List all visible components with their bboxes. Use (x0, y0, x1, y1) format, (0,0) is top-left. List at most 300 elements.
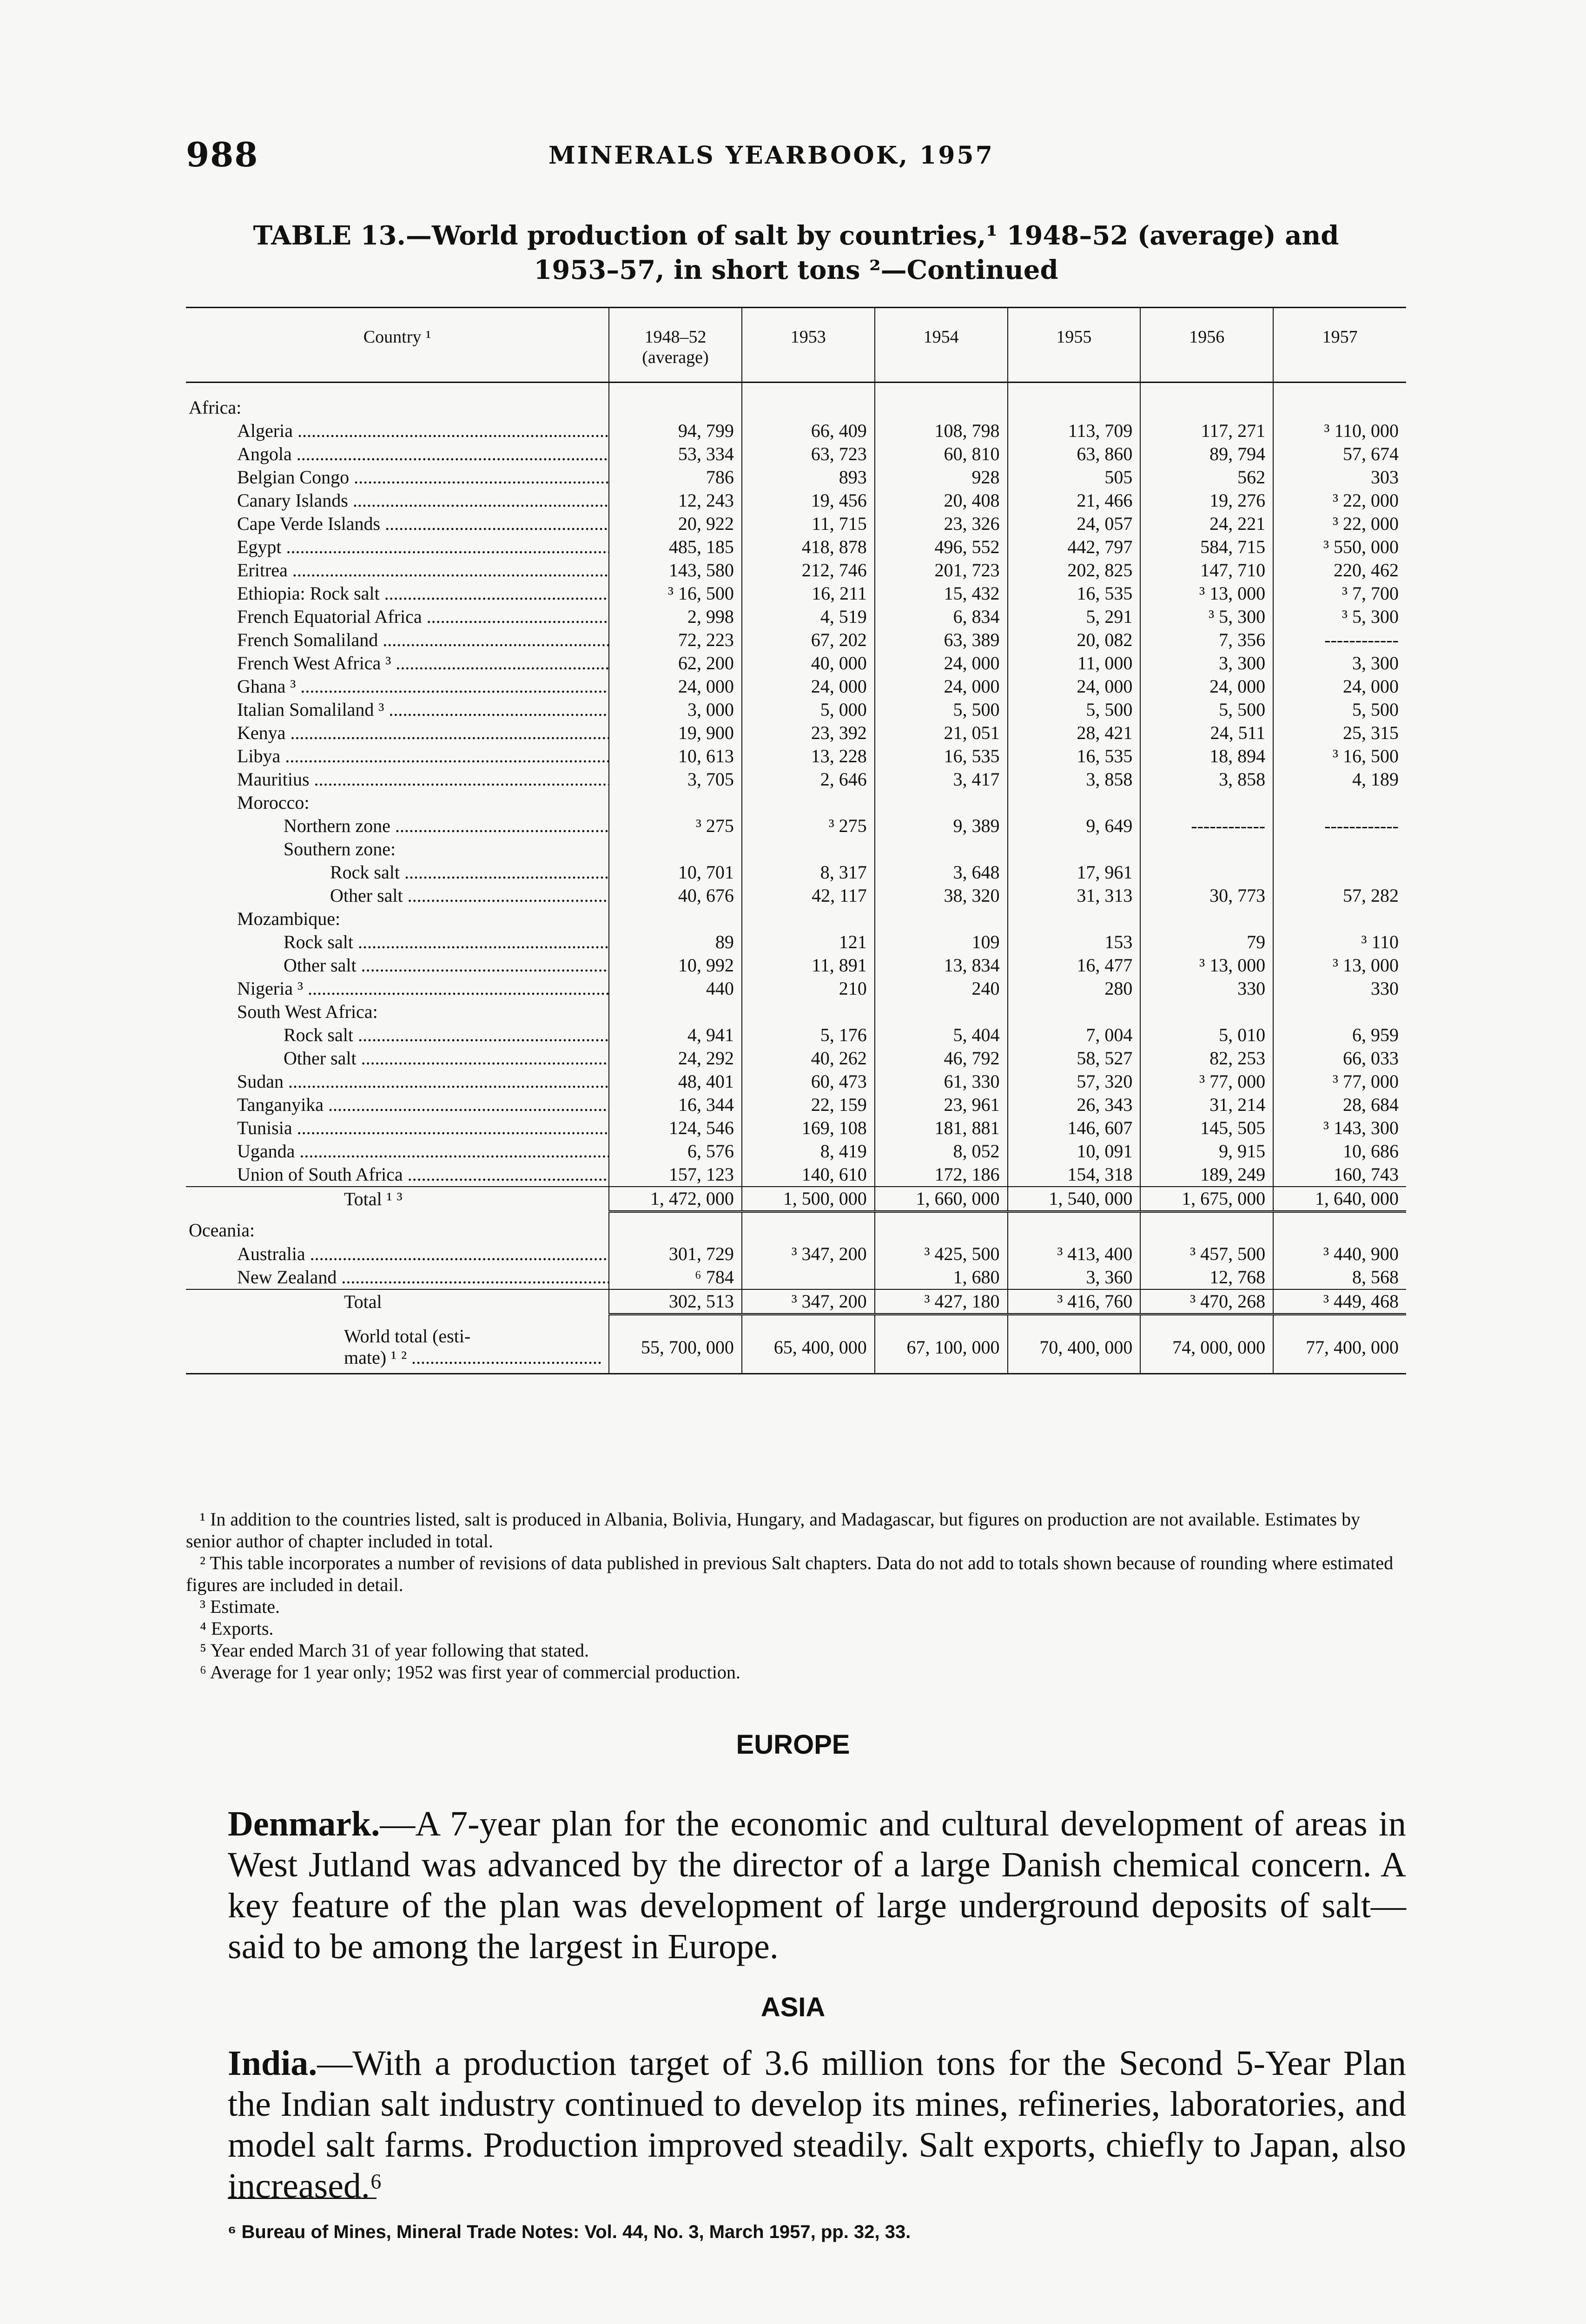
row-value (742, 907, 875, 931)
row-value: ³ 110, 000 (1273, 419, 1406, 442)
row-value: 16, 344 (609, 1093, 742, 1116)
row-value (1140, 838, 1273, 861)
row-value: 330 (1273, 977, 1406, 1000)
row-value: 153 (1008, 931, 1141, 954)
row-value: 140, 610 (742, 1163, 875, 1187)
row-value: 72, 223 (609, 628, 742, 652)
row-label: French West Africa ³ ..... (186, 652, 609, 675)
oceania-total-row (186, 1289, 1406, 1314)
salt-production-table-wrapper (186, 307, 1406, 1374)
row-value: 11, 000 (1008, 652, 1141, 675)
row-value: ³ 5, 300 (1273, 605, 1406, 628)
row-value: ³ 416, 760 (1008, 1289, 1141, 1314)
table-row (186, 1093, 1406, 1116)
world-total-row (186, 1314, 1406, 1374)
row-value (875, 396, 1008, 419)
footnote: ² This table incorporates a number of revisions of data published in previous Salt chapters. Data do not add to totals shown because of rounding where estimated figures are included in detail. (186, 1552, 1394, 1595)
row-value: 3, 858 (1008, 768, 1141, 791)
row-value: 21, 466 (1008, 489, 1141, 512)
row-value: 10, 091 (1008, 1140, 1141, 1163)
row-value: 8, 317 (742, 861, 875, 884)
column-header: 1953 (742, 308, 875, 383)
row-value: 1, 472, 000 (609, 1187, 742, 1212)
row-value: 302, 513 (609, 1289, 742, 1314)
row-label: Cape Verde Islands ..... (186, 512, 609, 535)
table-row (186, 907, 1406, 931)
row-value: 303 (1273, 466, 1406, 489)
row-value: 30, 773 (1140, 884, 1273, 907)
footnote: ¹ In addition to the countries listed, salt is produced in Albania, Bolivia, Hungary, and Madagascar, but figures on production are not available. Estimates by senior author of chapter included in total. (186, 1509, 1361, 1552)
table-row (186, 1242, 1406, 1266)
row-value: 1, 500, 000 (742, 1187, 875, 1212)
row-label: Sudan ..... (186, 1070, 609, 1093)
row-value: 3, 300 (1140, 652, 1273, 675)
row-value: 8, 419 (742, 1140, 875, 1163)
row-value: 113, 709 (1008, 419, 1141, 442)
table-row (186, 745, 1406, 768)
row-value: 147, 710 (1140, 559, 1273, 582)
page-header (186, 135, 1406, 177)
row-label: Mauritius ..... (186, 768, 609, 791)
row-value: 16, 211 (742, 582, 875, 605)
row-value (609, 791, 742, 814)
row-value: 23, 326 (875, 512, 1008, 535)
row-value: 143, 580 (609, 559, 742, 582)
row-label: French Somaliland ..... (186, 628, 609, 652)
row-value: 67, 202 (742, 628, 875, 652)
header-row (186, 308, 1406, 383)
row-value: ³ 13, 000 (1140, 582, 1273, 605)
row-value: 440 (609, 977, 742, 1000)
row-value: 28, 684 (1273, 1093, 1406, 1116)
row-value (742, 791, 875, 814)
row-value: 53, 334 (609, 442, 742, 466)
table-header (186, 308, 1406, 383)
table-row (186, 559, 1406, 582)
row-value: 11, 715 (742, 512, 875, 535)
row-value: 13, 228 (742, 745, 875, 768)
row-value: 160, 743 (1273, 1163, 1406, 1187)
row-value: 154, 318 (1008, 1163, 1141, 1187)
row-label: Other salt ..... (186, 954, 609, 977)
row-value: 46, 792 (875, 1047, 1008, 1070)
row-value: 63, 860 (1008, 442, 1141, 466)
table-title-line-2: 1953–57, in short tons ²—Continued (534, 255, 1058, 285)
row-value: 18, 894 (1140, 745, 1273, 768)
row-value: ³ 110 (1273, 931, 1406, 954)
row-value (1273, 396, 1406, 419)
row-label: Other salt ..... (186, 1047, 609, 1070)
table-row (186, 1212, 1406, 1243)
row-value: 157, 123 (609, 1163, 742, 1187)
row-label: Union of South Africa ..... (186, 1163, 609, 1187)
row-value: 4, 519 (742, 605, 875, 628)
africa-total-row (186, 1187, 1406, 1212)
row-label: Angola ..... (186, 442, 609, 466)
row-label: Morocco: (237, 792, 310, 813)
row-value: 62, 200 (609, 652, 742, 675)
row-value (1008, 396, 1141, 419)
row-value: ³ 413, 400 (1008, 1242, 1141, 1266)
row-value: 210 (742, 977, 875, 1000)
row-value (742, 838, 875, 861)
row-value: 24, 000 (875, 675, 1008, 698)
row-value (1008, 1000, 1141, 1023)
row-value: 2, 646 (742, 768, 875, 791)
row-value: 28, 421 (1008, 721, 1141, 745)
footnote: ⁴ Exports. (200, 1618, 274, 1639)
row-value: 145, 505 (1140, 1116, 1273, 1140)
row-value: 24, 221 (1140, 512, 1273, 535)
footnote: ⁵ Year ended March 31 of year following that stated. (200, 1640, 589, 1661)
row-value: 3, 858 (1140, 768, 1273, 791)
row-value: 8, 568 (1273, 1266, 1406, 1289)
row-value (1008, 1212, 1141, 1243)
row-value: ³ 77, 000 (1273, 1070, 1406, 1093)
row-value: ------------ (1140, 814, 1273, 838)
row-value: 20, 922 (609, 512, 742, 535)
row-value: 10, 992 (609, 954, 742, 977)
row-value: ³ 13, 000 (1273, 954, 1406, 977)
row-value: 19, 276 (1140, 489, 1273, 512)
row-value: 10, 686 (1273, 1140, 1406, 1163)
table-row (186, 1023, 1406, 1047)
row-value: 1, 640, 000 (1273, 1187, 1406, 1212)
row-label: Eritrea ..... (186, 559, 609, 582)
row-value: 3, 300 (1273, 652, 1406, 675)
row-value: 5, 000 (742, 698, 875, 721)
row-value: 15, 432 (875, 582, 1008, 605)
column-header: 1955 (1008, 308, 1141, 383)
row-value: 220, 462 (1273, 559, 1406, 582)
row-value: 40, 676 (609, 884, 742, 907)
table-row (186, 1070, 1406, 1093)
row-value: 24, 057 (1008, 512, 1141, 535)
row-label: Kenya ..... (186, 721, 609, 745)
row-value (742, 1000, 875, 1023)
row-label: Tanganyika ..... (186, 1093, 609, 1116)
row-value: 11, 891 (742, 954, 875, 977)
paragraph-denmark-text: —A 7-year plan for the economic and cultural development of areas in West Jutland was advanced by the director of a large Danish chemical concern. A key feature of the plan was development of large underground deposits of salt—said to be among the largest in Europe. (228, 1804, 1406, 1966)
row-value: ³ 5, 300 (1140, 605, 1273, 628)
row-label: Rock salt ..... (186, 861, 609, 884)
row-label: Rock salt ..... (186, 1023, 609, 1047)
table-row (186, 838, 1406, 861)
row-value: ⁶ 784 (609, 1266, 742, 1289)
row-value: 94, 799 (609, 419, 742, 442)
row-value: 48, 401 (609, 1070, 742, 1093)
row-value: 117, 271 (1140, 419, 1273, 442)
row-value: 10, 701 (609, 861, 742, 884)
row-value: 3, 648 (875, 861, 1008, 884)
row-value: 21, 051 (875, 721, 1008, 745)
row-value: 172, 186 (875, 1163, 1008, 1187)
row-value: 42, 117 (742, 884, 875, 907)
row-value: 24, 000 (609, 675, 742, 698)
row-value (1140, 396, 1273, 419)
table-footnotes (186, 1508, 1406, 1683)
table-row (186, 931, 1406, 954)
table-row (186, 814, 1406, 838)
row-value (1140, 861, 1273, 884)
row-value: 31, 214 (1140, 1093, 1273, 1116)
row-label: Mozambique: (237, 908, 341, 929)
row-value: 2, 998 (609, 605, 742, 628)
row-value: ³ 427, 180 (875, 1289, 1008, 1314)
row-value: ³ 275 (609, 814, 742, 838)
row-value (875, 838, 1008, 861)
row-value: 201, 723 (875, 559, 1008, 582)
row-value (1273, 838, 1406, 861)
column-header: Country ¹ (186, 308, 609, 383)
row-value: 169, 108 (742, 1116, 875, 1140)
row-value: 5, 010 (1140, 1023, 1273, 1047)
row-value: 31, 313 (1008, 884, 1141, 907)
row-value: 61, 330 (875, 1070, 1008, 1093)
footnote: ⁶ Average for 1 year only; 1952 was first year of commercial production. (200, 1662, 740, 1683)
row-label: Uganda ..... (186, 1140, 609, 1163)
row-value (1140, 791, 1273, 814)
row-label (186, 1314, 609, 1374)
row-label: Libya ..... (186, 745, 609, 768)
row-value: 24, 000 (1140, 675, 1273, 698)
table-row (186, 419, 1406, 442)
row-value: 1, 660, 000 (875, 1187, 1008, 1212)
row-value (609, 1212, 742, 1243)
table-row (186, 675, 1406, 698)
table-row (186, 768, 1406, 791)
table-title-line-1: TABLE 13.—World production of salt by countries,¹ 1948–52 (average) and (253, 220, 1339, 251)
row-value (1273, 791, 1406, 814)
row-value: 1, 675, 000 (1140, 1187, 1273, 1212)
row-value (1008, 838, 1141, 861)
row-value: 5, 176 (742, 1023, 875, 1047)
row-value: ³ 7, 700 (1273, 582, 1406, 605)
row-value: 330 (1140, 977, 1273, 1000)
row-value (609, 1000, 742, 1023)
row-value: 24, 000 (1273, 675, 1406, 698)
row-value: 1, 540, 000 (1008, 1187, 1141, 1212)
row-value: 108, 798 (875, 419, 1008, 442)
row-value: ³ 143, 300 (1273, 1116, 1406, 1140)
table-row (186, 489, 1406, 512)
row-value: ³ 470, 268 (1140, 1289, 1273, 1314)
row-value: 77, 400, 000 (1273, 1314, 1406, 1374)
table-row (186, 466, 1406, 489)
row-value: ³ 22, 000 (1273, 489, 1406, 512)
row-label: Ethiopia: Rock salt ..... (186, 582, 609, 605)
row-value: 146, 607 (1008, 1116, 1141, 1140)
row-value: ³ 550, 000 (1273, 535, 1406, 559)
table-row (186, 512, 1406, 535)
row-label: Total ¹ ³ (186, 1187, 609, 1212)
row-value: 124, 546 (609, 1116, 742, 1140)
row-label: Italian Somaliland ³ ..... (186, 698, 609, 721)
table-row (186, 1000, 1406, 1023)
row-value: 181, 881 (875, 1116, 1008, 1140)
table-body (186, 383, 1406, 1374)
row-value: 6, 959 (1273, 1023, 1406, 1047)
row-value: 4, 189 (1273, 768, 1406, 791)
row-value: 63, 723 (742, 442, 875, 466)
row-value: 23, 392 (742, 721, 875, 745)
row-value (875, 1000, 1008, 1023)
row-value: ³ 449, 468 (1273, 1289, 1406, 1314)
row-value (1008, 907, 1141, 931)
row-value: 63, 389 (875, 628, 1008, 652)
row-value: 19, 900 (609, 721, 742, 745)
row-value: 22, 159 (742, 1093, 875, 1116)
table-row (186, 1047, 1406, 1070)
row-value: 60, 473 (742, 1070, 875, 1093)
paragraph-india-text: —With a production target of 3.6 million tons for the Second 5-Year Plan the Indian salt industry continued to develop its mines, refineries, laboratories, and model salt farms. Production improved steadily. Salt exports, chiefly to Japan, also increased.⁶ (228, 2044, 1406, 2205)
spacer-row (186, 383, 1406, 396)
row-value: 17, 961 (1008, 861, 1141, 884)
row-value: ³ 16, 500 (1273, 745, 1406, 768)
table-title (186, 218, 1406, 287)
row-label: Rock salt ..... (186, 931, 609, 954)
row-value: 109 (875, 931, 1008, 954)
row-value (609, 396, 742, 419)
column-header: 1948–52 (average) (609, 308, 742, 383)
row-value (609, 907, 742, 931)
row-value: ³ 22, 000 (1273, 512, 1406, 535)
table-row (186, 652, 1406, 675)
row-label: Algeria ..... (186, 419, 609, 442)
row-value: 5, 500 (875, 698, 1008, 721)
page-number: 988 (186, 135, 259, 174)
row-value: 12, 243 (609, 489, 742, 512)
footnote: ³ Estimate. (200, 1596, 280, 1617)
row-value: 10, 613 (609, 745, 742, 768)
row-value: 893 (742, 466, 875, 489)
row-value (1140, 907, 1273, 931)
table-row (186, 698, 1406, 721)
row-value: 7, 356 (1140, 628, 1273, 652)
row-value: 16, 535 (875, 745, 1008, 768)
row-value: 89, 794 (1140, 442, 1273, 466)
row-label: South West Africa: (237, 1001, 378, 1022)
row-value (1140, 1212, 1273, 1243)
row-value: ³ 440, 900 (1273, 1242, 1406, 1266)
row-value: ³ 275 (742, 814, 875, 838)
row-value: 6, 834 (875, 605, 1008, 628)
row-value: 3, 705 (609, 768, 742, 791)
row-value: 40, 262 (742, 1047, 875, 1070)
row-label: Northern zone ..... (186, 814, 609, 838)
table-row (186, 396, 1406, 419)
column-header: 1956 (1140, 308, 1273, 383)
row-value: 66, 033 (1273, 1047, 1406, 1070)
row-value (1140, 1000, 1273, 1023)
row-value: 26, 343 (1008, 1093, 1141, 1116)
row-value: 189, 249 (1140, 1163, 1273, 1187)
row-value: 9, 389 (875, 814, 1008, 838)
row-label: Egypt ..... (186, 535, 609, 559)
paragraph-denmark (228, 1803, 1406, 1967)
row-value: 16, 535 (1008, 582, 1141, 605)
running-head: MINERALS YEARBOOK, 1957 (548, 141, 994, 170)
row-value: 82, 253 (1140, 1047, 1273, 1070)
row-value: 25, 315 (1273, 721, 1406, 745)
row-value (609, 838, 742, 861)
row-label: Canary Islands ..... (186, 489, 609, 512)
row-value: 301, 729 (609, 1242, 742, 1266)
row-value: ------------ (1273, 814, 1406, 838)
row-label: Tunisia ..... (186, 1116, 609, 1140)
row-label: Belgian Congo ..... (186, 466, 609, 489)
row-value (875, 907, 1008, 931)
row-label: Southern zone: (284, 838, 396, 859)
footnote-separator-rule (228, 2198, 377, 2199)
row-value (1008, 791, 1141, 814)
row-value: 74, 000, 000 (1140, 1314, 1273, 1374)
row-value: 16, 535 (1008, 745, 1141, 768)
row-value: 418, 878 (742, 535, 875, 559)
row-value: ³ 347, 200 (742, 1289, 875, 1314)
table-row (186, 1140, 1406, 1163)
row-value: 212, 746 (742, 559, 875, 582)
row-value: 24, 000 (875, 652, 1008, 675)
table-row (186, 977, 1406, 1000)
row-label: Australia ..... (186, 1242, 609, 1266)
salt-production-table (186, 307, 1406, 1374)
row-label: New Zealand ..... (186, 1266, 609, 1289)
row-value: 70, 400, 000 (1008, 1314, 1141, 1374)
row-value: 55, 700, 000 (609, 1314, 742, 1374)
row-value: 24, 292 (609, 1047, 742, 1070)
row-value: 67, 100, 000 (875, 1314, 1008, 1374)
row-value: 20, 408 (875, 489, 1008, 512)
row-value: 496, 552 (875, 535, 1008, 559)
row-value: 23, 961 (875, 1093, 1008, 1116)
row-value: ³ 425, 500 (875, 1242, 1008, 1266)
row-value: 4, 941 (609, 1023, 742, 1047)
section-heading-asia: ASIA (760, 1992, 826, 2022)
table-row (186, 1266, 1406, 1289)
row-value: 57, 674 (1273, 442, 1406, 466)
row-value (742, 1266, 875, 1289)
row-value: 19, 456 (742, 489, 875, 512)
row-label: French Equatorial Africa ..... (186, 605, 609, 628)
table-row (186, 1163, 1406, 1187)
table-row (186, 721, 1406, 745)
row-value: 442, 797 (1008, 535, 1141, 559)
row-value: ³ 457, 500 (1140, 1242, 1273, 1266)
row-value (1273, 1212, 1406, 1243)
row-value: ³ 16, 500 (609, 582, 742, 605)
row-value: ³ 77, 000 (1140, 1070, 1273, 1093)
row-value: 24, 511 (1140, 721, 1273, 745)
row-value: 786 (609, 466, 742, 489)
row-value: 3, 360 (1008, 1266, 1141, 1289)
row-value: 5, 500 (1008, 698, 1141, 721)
row-value: 66, 409 (742, 419, 875, 442)
row-value: 5, 291 (1008, 605, 1141, 628)
row-value: 562 (1140, 466, 1273, 489)
table-row (186, 861, 1406, 884)
row-value: 58, 527 (1008, 1047, 1141, 1070)
row-value: 79 (1140, 931, 1273, 954)
page-footnote: ⁶ Bureau of Mines, Mineral Trade Notes: Vol. 44, No. 3, March 1957, pp. 32, 33. (228, 2222, 911, 2242)
row-value: 89 (609, 931, 742, 954)
row-value (875, 1212, 1008, 1243)
table-row (186, 535, 1406, 559)
row-value: 121 (742, 931, 875, 954)
paragraph-india-lead: India. (228, 2044, 317, 2083)
row-value: 38, 320 (875, 884, 1008, 907)
row-value: 16, 477 (1008, 954, 1141, 977)
